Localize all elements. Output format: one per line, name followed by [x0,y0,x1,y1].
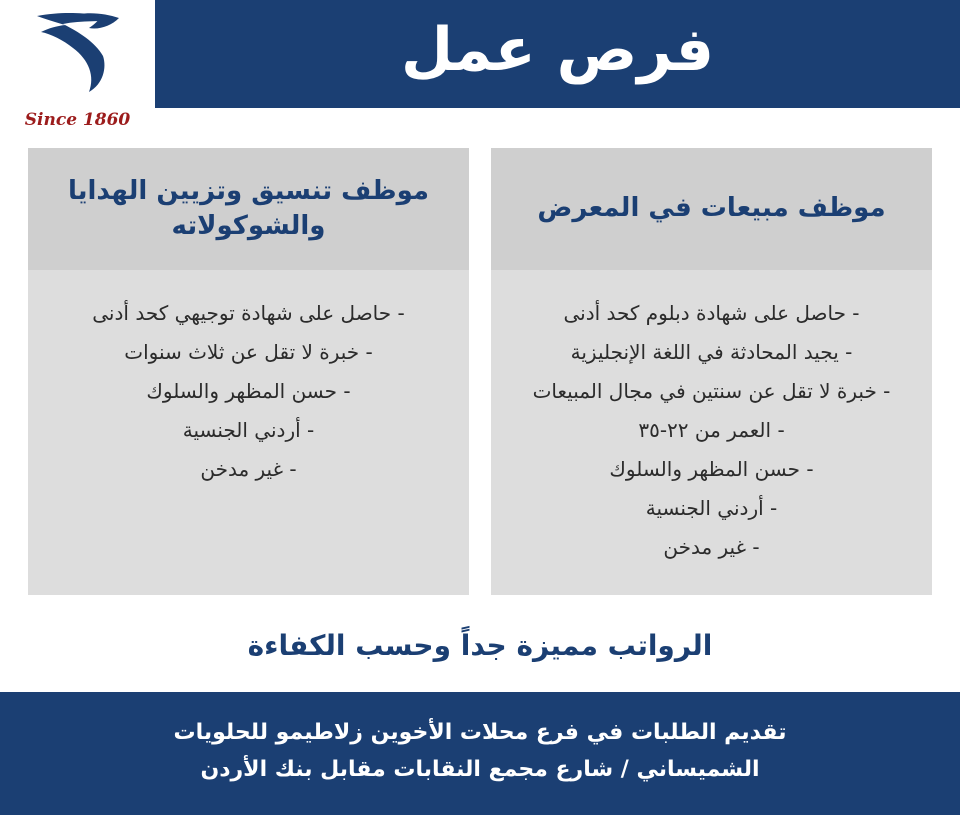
list-item: - خبرة لا تقل عن سنتين في مجال المبيعات [532,379,891,403]
job-card-header [28,148,469,270]
list-item: - حسن المظهر والسلوك [146,379,351,403]
list-item: - يجيد المحادثة في اللغة الإنجليزية [570,340,853,364]
poster-title-banner [155,0,960,108]
logo-container [0,0,155,108]
list-item: - العمر من ٢٢-٣٥ [638,418,785,442]
list-item: - حسن المظهر والسلوك [609,457,814,481]
job-card [28,148,469,595]
salary-note: الرواتب مميزة جداً وحسب الكفاءة [247,629,713,662]
job-title: موظف مبيعات في المعرض [537,193,886,224]
footer-line-2: الشميساني / شارع مجمع النقابات مقابل بنك الأردن [200,757,760,783]
list-item: - خبرة لا تقل عن ثلاث سنوات [124,340,373,364]
poster-footer [0,692,960,815]
job-cards [0,108,960,595]
job-card [491,148,932,595]
list-item: - حاصل على شهادة دبلوم كحد أدنى [563,301,860,325]
footer-line-1: تقديم الطلبات في فرع محلات الأخوين زلاطيمو للحلويات [173,720,787,745]
list-item: - غير مدخن [663,535,760,559]
calligraphy-logo-icon [19,6,137,102]
since-label: Since 1860 [24,110,131,130]
page-title: فرص عمل [401,15,714,85]
job-card-header [491,148,932,270]
list-item: - غير مدخن [200,457,297,481]
job-requirements-list [491,270,932,595]
job-requirements-list [28,270,469,595]
job-title: موظف تنسيق وتزيين الهدايا والشوكولاته [67,175,430,241]
list-item: - أردني الجنسية [645,496,778,520]
list-item: - أردني الجنسية [182,418,315,442]
list-item: - حاصل على شهادة توجيهي كحد أدنى [92,301,405,325]
poster-header [0,0,960,108]
